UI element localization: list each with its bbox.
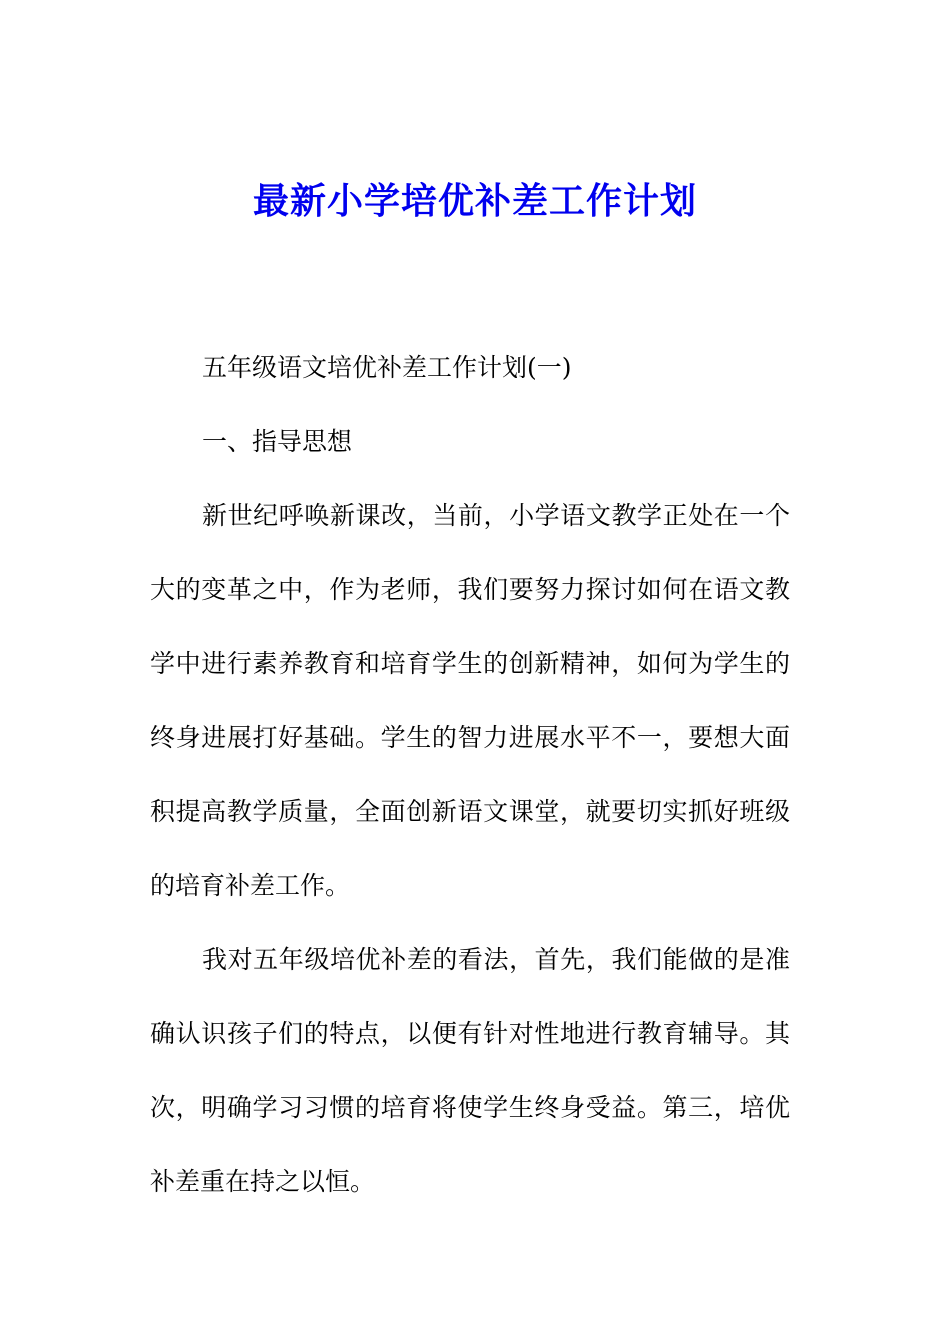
body-paragraph: 新世纪呼唤新课改，当前，小学语文教学正处在一个大的变革之中，作为老师，我们要努力探讨如何在语文教学中进行素养教育和培育学生的创新精神，如何为学生的终身进展打好基础。学生的智力进展水平不一，要想大面积提高教学质量，全面创新语文课堂，就要切实抓好班级的培育补差工作。 [150,501,790,900]
document-body [150,331,790,1219]
section-heading-guiding-idea: 一、指导思想 [202,427,353,456]
body-paragraph: 我对五年级培优补差的看法，首先，我们能做的是准确认识孩子们的特点，以便有针对性地进行教育辅导。其次，明确学习习惯的培育将使学生终身受益。第三，培优补差重在持之以恒。 [150,945,790,1196]
document-title: 最新小学培优补差工作计划 [252,181,697,222]
section-heading-grade5-plan: 五年级语文培优补差工作计划(一) [202,353,572,382]
